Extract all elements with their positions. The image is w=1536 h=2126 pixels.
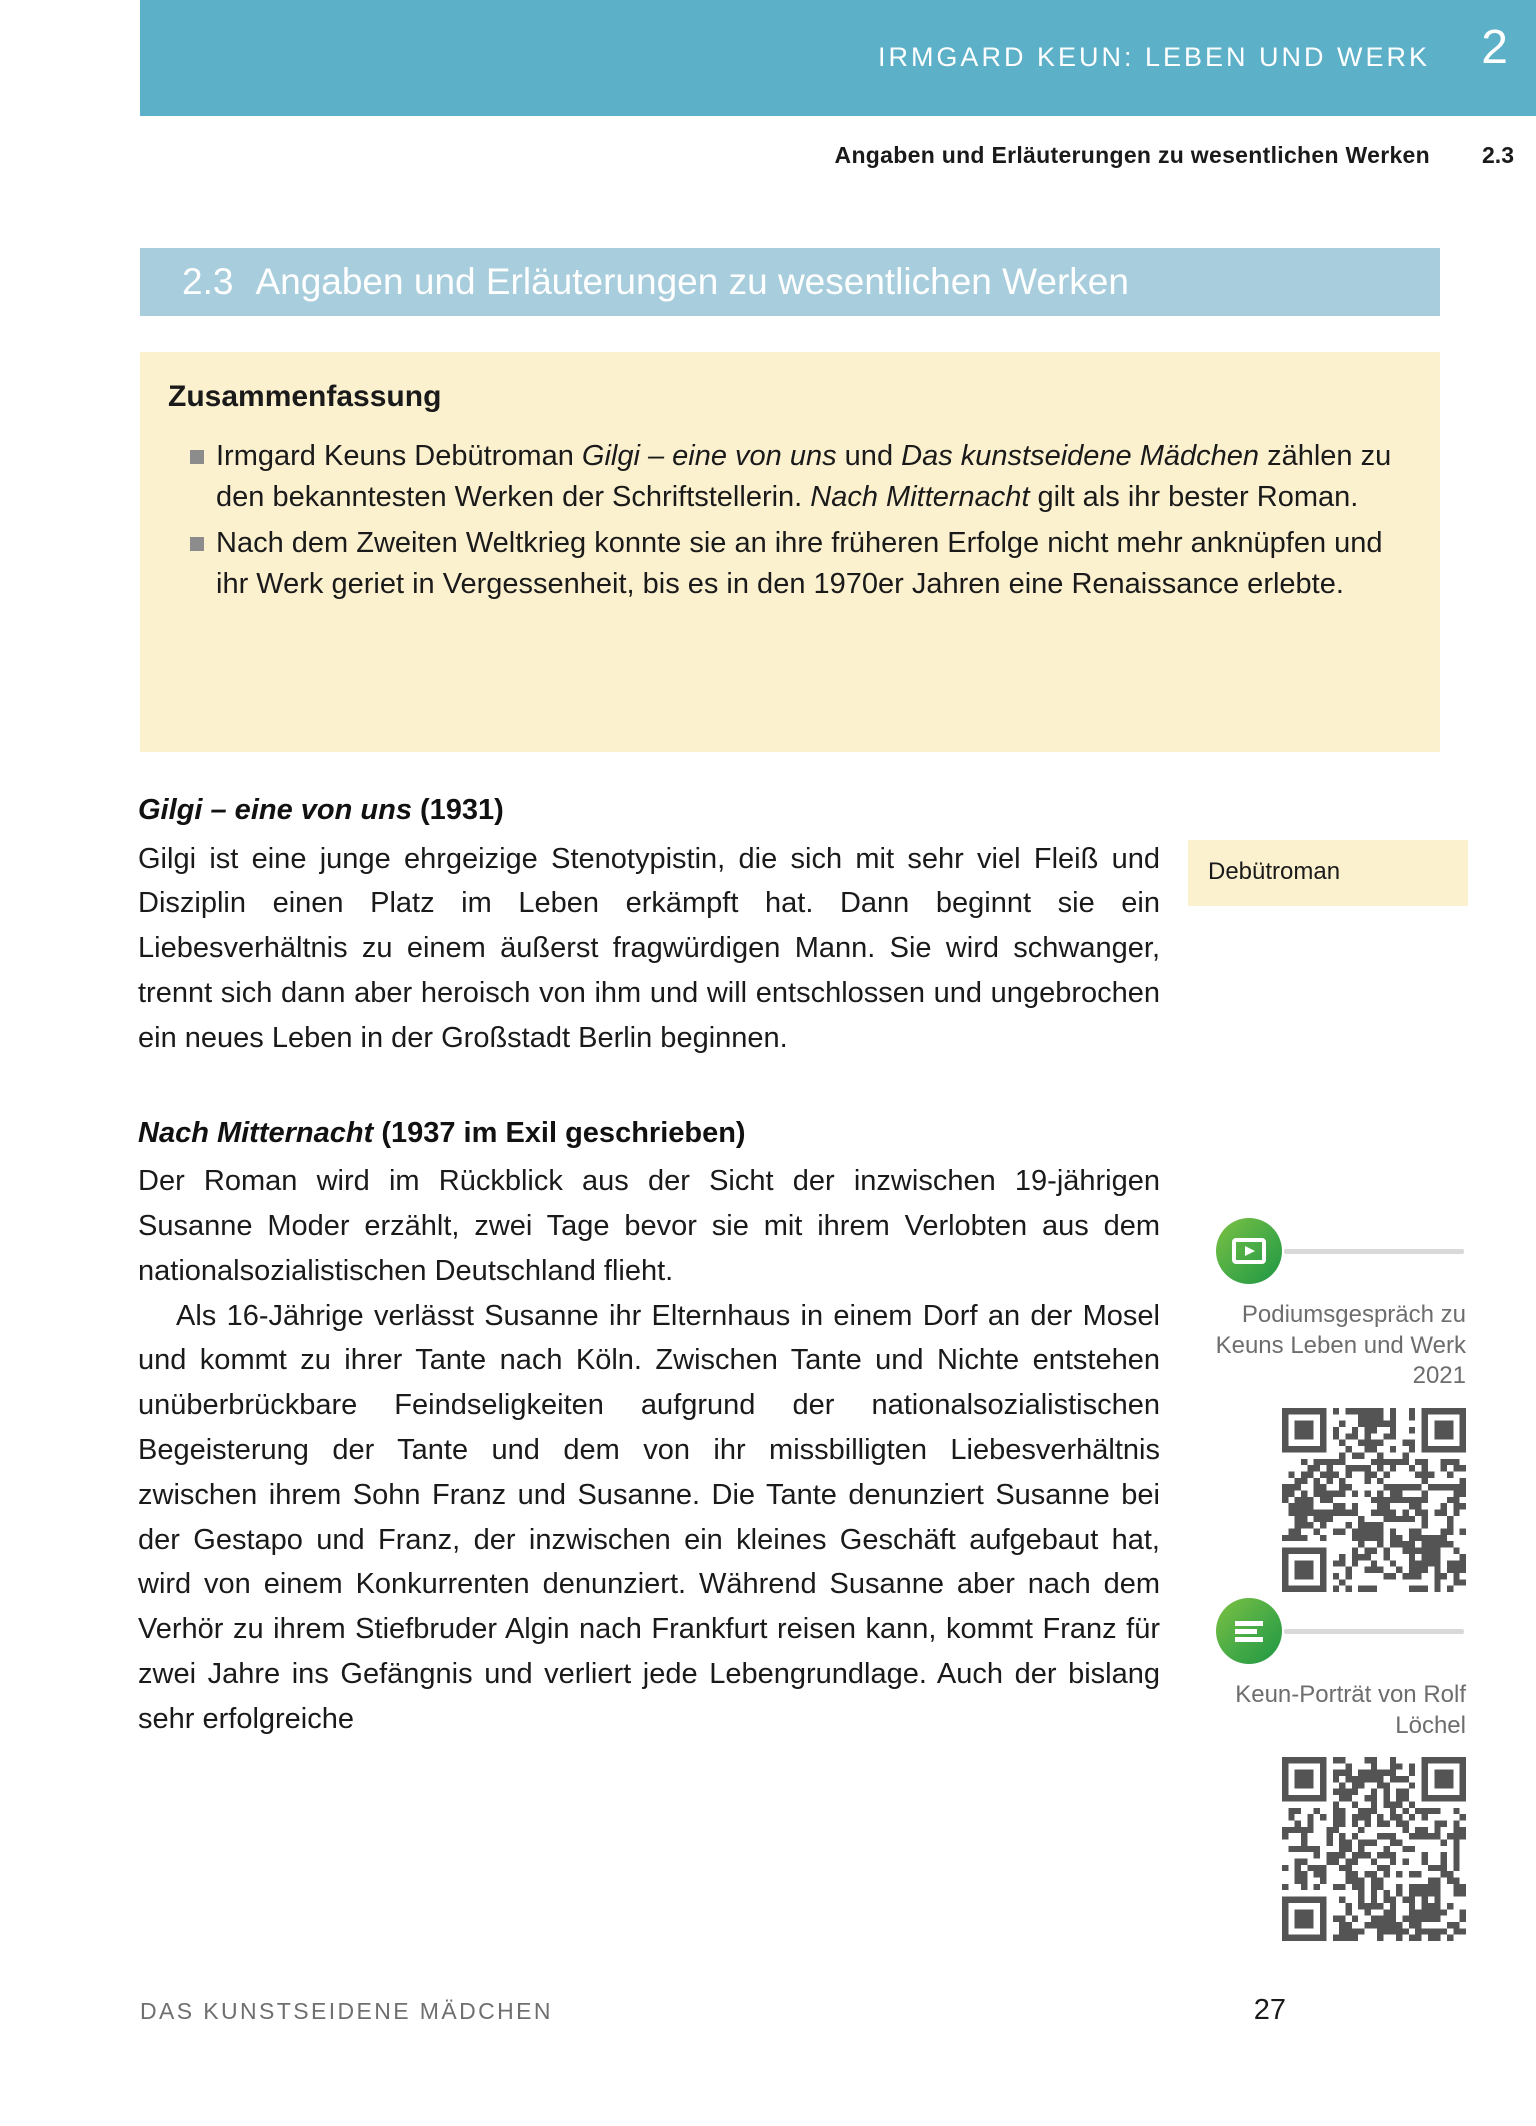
summary-heading: Zusammenfassung: [168, 380, 442, 413]
work-title-italic: Nach Mitternacht: [810, 481, 1030, 514]
media-item-video[interactable]: [1188, 1218, 1470, 1592]
section-gap: [138, 1061, 1160, 1113]
media-caption: Keun-Porträt von Rolf Löchel: [1235, 1681, 1466, 1739]
work-title-italic: Nach Mitternacht: [138, 1116, 374, 1149]
summary-text: und: [836, 440, 902, 472]
running-subheader: [140, 142, 1536, 176]
running-subheader-number: 2.3: [1482, 142, 1514, 168]
margin-note-debutroman: [1188, 840, 1468, 906]
media-header: [1188, 1218, 1470, 1286]
body-paragraph: Als 16-Jährige verlässt Susanne ihr Elternhaus in einem Dorf an der Mosel und kommt zu ihrer Tante nach Köln. Zwischen Tante und Nichte entstehen unüberbrückbare Feindseligkeiten aufgrund der nationalsozialistischen Begeisterung der Tante und dem von ihr missbilligten Liebesverhältnis zwischen ihrem Sohn Franz und Susanne. Die Tante denunziert Susanne bei der Gestapo und Franz, der inzwischen ein kleines Geschäft aufgebaut hat, wird von einem Konkurrenten denunziert. Während Susanne aber nach dem Verhör zu ihrem Stiefbruder Algin nach Frankfurt reisen kann, kommt Franz für zwei Jahre ins Gefängnis und verliert jede Lebengrundlage. Auch der bislang sehr erfolgreiche: [138, 1299, 1160, 1735]
bullet-icon: [190, 450, 204, 464]
work-title-italic: Gilgi – eine von uns: [581, 440, 837, 472]
work-title-year: (1937 im Exil geschrieben): [373, 1116, 746, 1149]
bullet-icon: [190, 537, 204, 551]
running-subheader-title: Angaben und Erläuterungen zu wesentlichen Werken: [834, 142, 1430, 168]
work-title-italic: Gilgi – eine von uns: [138, 794, 412, 826]
footer-book-title: DAS KUNSTSEIDENE MÄDCHEN: [140, 1998, 553, 2024]
media-item-article[interactable]: [1188, 1598, 1470, 1941]
media-caption: Podiumsgespräch zu Keuns Leben und Werk 2021: [1215, 1301, 1466, 1390]
work-heading: [138, 790, 1160, 831]
qr-code-article[interactable]: [1282, 1757, 1466, 1941]
media-header: [1188, 1598, 1470, 1666]
body-paragraph: Gilgi ist eine junge ehrgeizige Stenotypistin, die sich mit sehr viel Fleiß und Disziplin einen Platz im Leben erkämpft hat. Dann beginnt sie ein Liebesverhältnis zu einem äußerst fragwürdigen Mann. Sie wird schwanger, trennt sich dann aber heroisch von ihm und will entschlossen und ungebrochen ein neues Leben in der Großstadt Berlin beginnen.: [138, 842, 1160, 1054]
video-play-icon: [1216, 1218, 1282, 1284]
main-content: [138, 790, 1160, 1742]
body-paragraph: Der Roman wird im Rückblick aus der Sicht der inzwischen 19-jährigen Susanne Moder erzählt, zwei Tage bevor sie mit ihrem Verlobten aus dem nationalsozialistischen Deutschland flieht.: [138, 1165, 1160, 1287]
media-rule: [1284, 1629, 1464, 1634]
margin-note-label: Debütroman: [1208, 858, 1341, 885]
section-title-band: [140, 248, 1440, 316]
chapter-number: 2: [1481, 21, 1508, 74]
summary-item: [168, 436, 1406, 519]
section-title: Angaben und Erläuterungen zu wesentlichen Werken: [255, 261, 1129, 302]
running-header-bar: [140, 0, 1536, 116]
work-heading: [138, 1113, 1160, 1154]
article-text-icon: [1216, 1598, 1282, 1664]
running-title: IRMGARD KEUN: LEBEN UND WERK: [877, 42, 1430, 72]
work-title-year: (1931): [411, 794, 504, 826]
summary-text: Irmgard Keuns Debütroman: [216, 440, 582, 472]
summary-box: [140, 352, 1440, 752]
work-title-italic: Das kunstseidene Mädchen: [901, 440, 1260, 472]
footer-page-number: 27: [1253, 1994, 1286, 2026]
summary-text: Nach dem Zweiten Weltkrieg konnte sie an ihre früheren Erfolge nicht mehr anknüpfen und ihr Werk geriet in Vergessenheit, bis es in den 1970er Jahren eine Renaissance erlebte.: [216, 526, 1383, 601]
section-number: 2.3: [182, 261, 234, 302]
summary-text: zählen zu den bekanntesten Werken der Schriftstellerin.: [216, 440, 1392, 514]
summary-text: gilt als ihr bester Roman.: [1029, 481, 1359, 514]
summary-item: [168, 523, 1406, 606]
media-rule: [1284, 1249, 1464, 1254]
qr-code-video[interactable]: [1282, 1408, 1466, 1592]
summary-list: [168, 436, 1406, 606]
